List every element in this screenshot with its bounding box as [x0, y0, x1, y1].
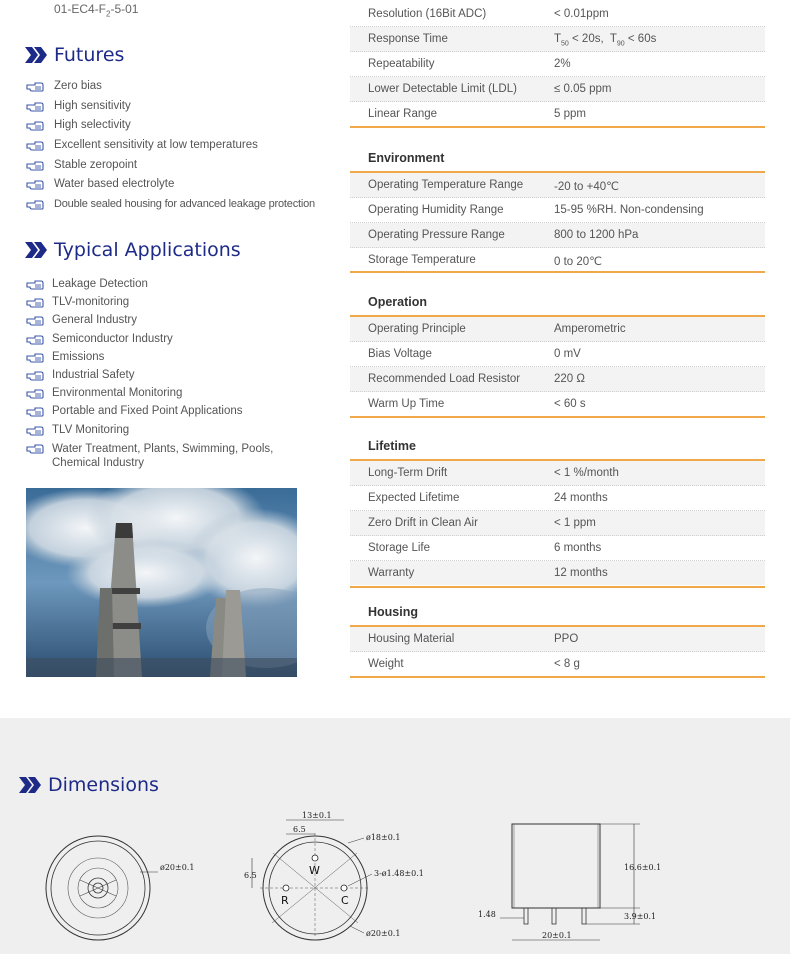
spec-row [350, 536, 765, 561]
spec-key: Expected Lifetime [368, 492, 460, 504]
application-item-text: TLV-monitoring [52, 296, 130, 309]
spec-value: < 1 ppm [554, 517, 596, 529]
spec-key: Storage Temperature [368, 254, 476, 266]
pin-diameter-label: 3-ø1.48±0.1 [374, 869, 424, 878]
application-item-text: Portable and Fixed Point Applications [52, 405, 243, 418]
spec-key: Response Time [368, 33, 448, 45]
futures-heading [24, 44, 124, 66]
spec-row [350, 173, 765, 198]
spec-key: Operating Temperature Range [368, 179, 524, 191]
spec-row [350, 248, 765, 272]
spec-value: 0 mV [554, 348, 581, 360]
futures-item [26, 119, 315, 139]
applications-list [26, 278, 306, 470]
spec-key: Operating Humidity Range [368, 204, 504, 216]
section-divider [350, 126, 765, 128]
applications-heading [24, 239, 241, 261]
application-item [26, 278, 306, 296]
futures-item-text: Water based electrolyte [54, 178, 175, 191]
environment-heading: Environment [368, 151, 445, 165]
spec-row [350, 2, 765, 27]
spec-row [350, 561, 765, 585]
spec-row [350, 511, 765, 536]
pointing-hand-icon [26, 335, 44, 345]
spec-value: 0 to 20℃ [554, 256, 603, 268]
spec-row [350, 52, 765, 77]
spec-key: Warranty [368, 567, 415, 579]
section-divider [350, 271, 765, 273]
application-item-text: Semiconductor Industry [52, 332, 173, 345]
application-item [26, 424, 306, 442]
pointing-hand-icon [26, 444, 44, 454]
spec-value: PPO [554, 633, 579, 645]
pointing-hand-icon [26, 298, 44, 308]
pointing-hand-icon [26, 371, 44, 381]
lifetime-heading: Lifetime [368, 439, 416, 453]
pointing-hand-icon [26, 407, 44, 417]
pointing-hand-icon [26, 316, 44, 326]
pointing-hand-icon [26, 280, 44, 290]
spec-value: < 60 s [554, 398, 586, 410]
application-item-text: Emissions [52, 350, 105, 363]
double-chevron-icon [24, 241, 48, 259]
applications-title: Typical Applications [54, 239, 241, 261]
futures-item-text: Excellent sensitivity at low temperatures [54, 139, 258, 152]
application-item [26, 351, 306, 369]
application-item [26, 314, 306, 332]
spec-value: 6 months [554, 542, 602, 554]
pointing-hand-icon [26, 426, 44, 436]
futures-item [26, 139, 315, 159]
application-item [26, 442, 306, 470]
working-electrode-label: W [309, 864, 320, 877]
pointing-hand-icon [26, 200, 44, 210]
spec-row [350, 392, 765, 416]
spec-row [350, 652, 765, 676]
spec-row [350, 342, 765, 367]
dimensions-heading [18, 774, 159, 796]
side-view-drawing [470, 810, 670, 954]
pointing-hand-icon [26, 353, 44, 363]
spec-value: $T_{50} < 20s$, $T_{90} < 60s$ [554, 33, 657, 48]
application-item-text: General Industry [52, 314, 138, 327]
half-width-label: 6.5 [293, 825, 306, 834]
spec-row [350, 627, 765, 652]
futures-item-text: Stable zeropoint [54, 158, 138, 171]
section-divider [350, 586, 765, 588]
spec-key: Bias Voltage [368, 348, 432, 360]
spec-value: < 0.01ppm [554, 8, 609, 20]
futures-item-text: High sensitivity [54, 99, 131, 112]
section-divider [350, 676, 765, 678]
spec-value: 800 to 1200 hPa [554, 229, 639, 241]
futures-title: Futures [54, 44, 125, 66]
spec-key: Operating Pressure Range [368, 229, 505, 241]
spec-key: Recommended Load Resistor [368, 373, 521, 385]
operation-heading: Operation [368, 295, 428, 309]
spec-row [350, 461, 765, 486]
reference-electrode-label: R [281, 894, 289, 907]
pointing-hand-icon [26, 141, 44, 151]
offset-label: 6.5 [244, 871, 257, 880]
application-item-text: Leakage Detection [52, 278, 148, 290]
application-item-text: Industrial Safety [52, 368, 135, 381]
pointing-hand-icon [26, 389, 44, 399]
spec-value: < 8 g [554, 658, 580, 670]
spec-value: -20 to +40℃ [554, 181, 620, 193]
spec-row [350, 102, 765, 126]
spec-key: Housing Material [368, 633, 455, 645]
spec-row [350, 198, 765, 223]
body-width-label: 20±0.1 [542, 931, 572, 940]
futures-item [26, 198, 315, 218]
width-label: 13±0.1 [302, 811, 332, 820]
spec-key: Zero Drift in Clean Air [368, 517, 478, 529]
spec-key: Operating Principle [368, 323, 466, 335]
spec-key: Weight [368, 658, 404, 670]
pin-width-label: 1.48 [478, 910, 496, 919]
spec-value: 12 months [554, 567, 608, 579]
top-view-drawing [40, 820, 200, 954]
double-chevron-icon [18, 776, 42, 794]
application-item-text: Water Treatment, Plants, Swimming, Pools, Chemical Industry [52, 442, 274, 469]
application-item-text: Environmental Monitoring [52, 387, 183, 400]
spec-key: Warm Up Time [368, 398, 445, 410]
spec-value: < 1 %/month [554, 467, 619, 479]
counter-electrode-label: C [341, 894, 349, 907]
model-code-sub: 2 [106, 9, 111, 19]
bottom-view-drawing [238, 808, 438, 954]
application-item [26, 405, 306, 423]
spec-row [350, 77, 765, 102]
spec-key: Linear Range [368, 108, 438, 120]
futures-item-text: Double sealed housing for advanced leakage protection [54, 198, 315, 211]
application-item [26, 333, 306, 351]
futures-list [26, 80, 315, 218]
application-item [26, 387, 306, 405]
outer-diameter-label: ø20±0.1 [366, 929, 401, 938]
spec-key: Repeatability [368, 58, 435, 70]
pointing-hand-icon [26, 82, 44, 92]
model-code-prefix: 01-EC4-F [54, 2, 107, 16]
pin-length-label: 3.9±0.1 [624, 912, 657, 921]
futures-item [26, 159, 315, 179]
spec-key: Storage Life [368, 542, 431, 554]
spec-row [350, 367, 765, 392]
futures-item [26, 80, 315, 100]
height-label: 16.6±0.1 [624, 863, 662, 872]
futures-item [26, 178, 315, 198]
spec-row [350, 223, 765, 248]
double-chevron-icon [24, 46, 48, 64]
spec-value: 220 Ω [554, 373, 585, 385]
pointing-hand-icon [26, 180, 44, 190]
application-item [26, 369, 306, 387]
model-code-suffix: -5-01 [110, 2, 139, 16]
spec-value: 5 ppm [554, 108, 586, 120]
smokestack-photo [26, 488, 297, 677]
spec-row [350, 317, 765, 342]
model-code [54, 2, 138, 18]
pointing-hand-icon [26, 161, 44, 171]
housing-heading: Housing [368, 605, 418, 619]
futures-item-text: High selectivity [54, 119, 131, 132]
inner-diameter-label: ø18±0.1 [366, 833, 401, 842]
spec-key: Long-Term Drift [368, 467, 448, 479]
pointing-hand-icon [26, 121, 44, 131]
application-item-text: TLV Monitoring [52, 423, 130, 436]
application-item [26, 296, 306, 314]
futures-item [26, 100, 315, 120]
dimensions-title: Dimensions [48, 774, 159, 796]
spec-value: 15-95 %RH. Non-condensing [554, 204, 704, 216]
spec-value: 2% [554, 58, 571, 70]
section-divider [350, 416, 765, 418]
pointing-hand-icon [26, 102, 44, 112]
spec-key: Resolution (16Bit ADC) [368, 8, 487, 20]
diameter-label: ø20±0.1 [160, 863, 195, 872]
spec-value: 24 months [554, 492, 608, 504]
spec-row [350, 486, 765, 511]
spec-key: Lower Detectable Limit (LDL) [368, 83, 517, 95]
futures-item-text: Zero bias [54, 80, 102, 92]
spec-value: ≤ 0.05 ppm [554, 83, 612, 95]
spec-value: Amperometric [554, 323, 626, 335]
spec-row [350, 27, 765, 52]
